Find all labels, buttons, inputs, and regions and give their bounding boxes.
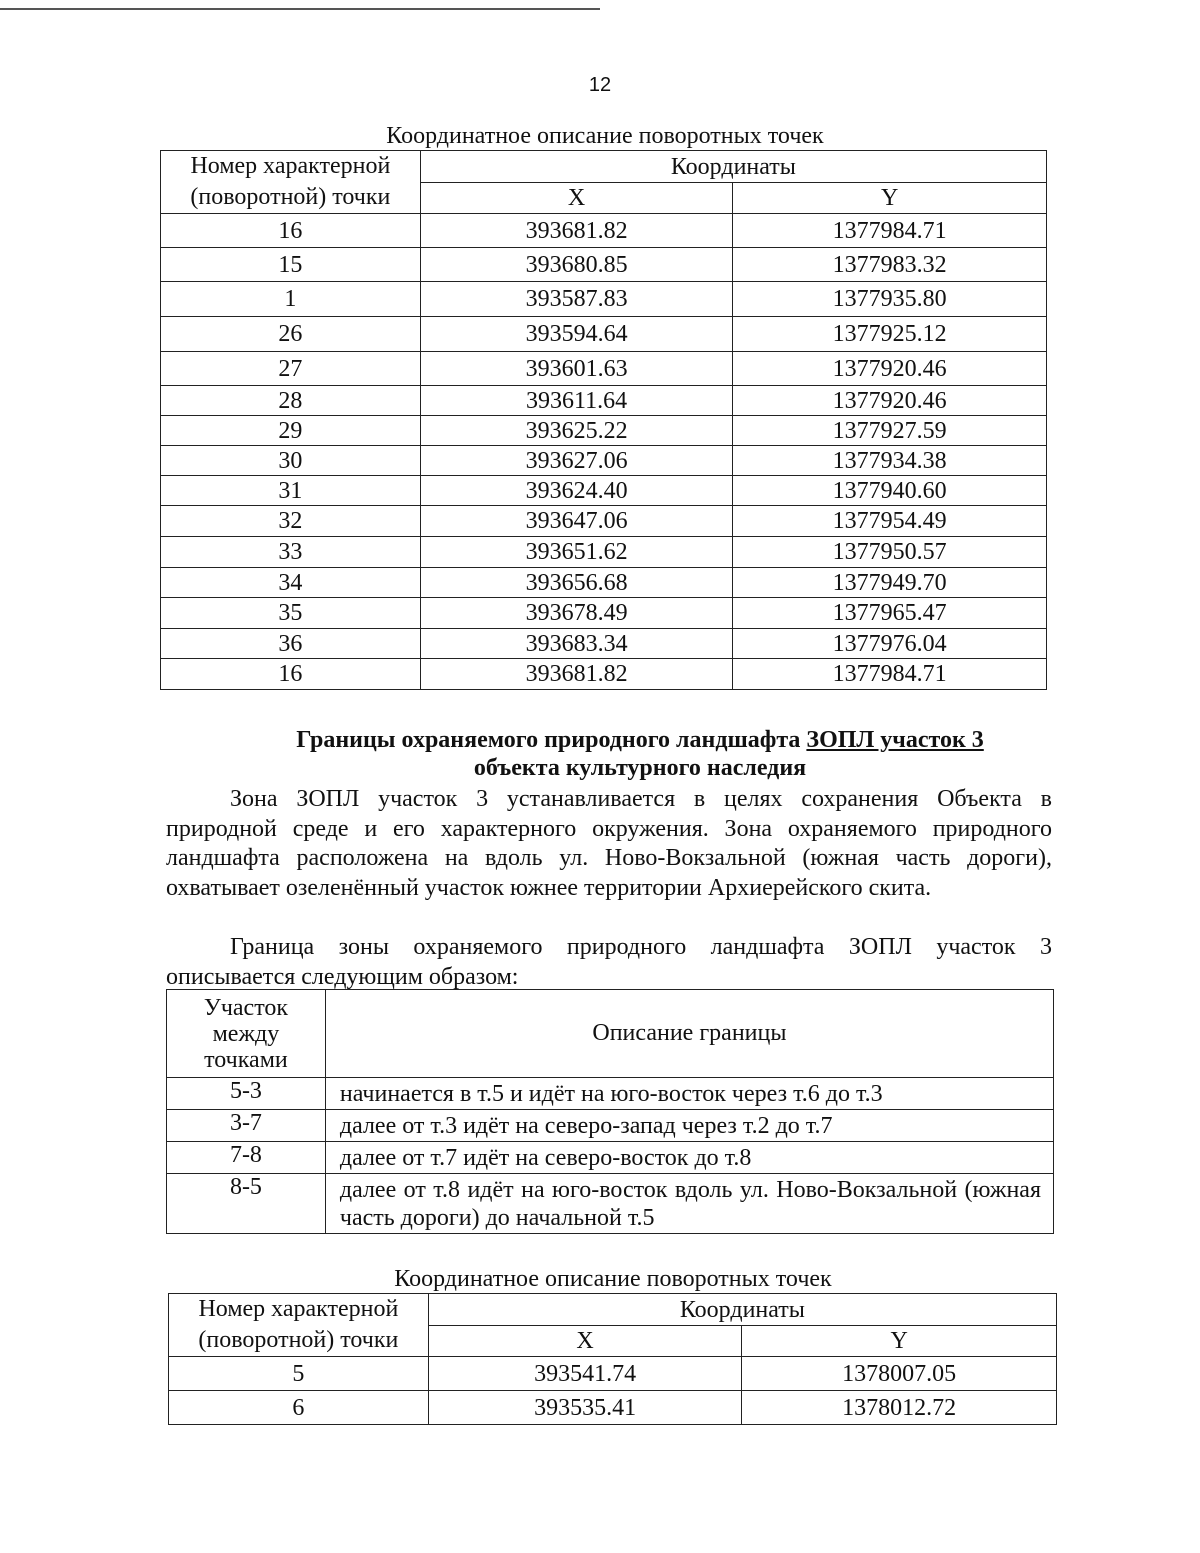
table-row: [161, 629, 1047, 659]
point-number-header-line2: (поворотной) точки: [190, 184, 391, 210]
point-cell: 6: [169, 1391, 429, 1425]
point-number-header-line1: Номер характерной: [198, 1296, 399, 1322]
x-cell: 393647.06: [420, 506, 733, 537]
description-cell: далее от т.8 идёт на юго-восток вдоль ул. Ново-Вокзальной (южная часть дороги) до начальной т.5: [325, 1174, 1053, 1234]
x-cell: 393681.82: [420, 659, 733, 690]
point-cell: 26: [161, 317, 421, 352]
x-header: X: [428, 1326, 742, 1357]
segment-header-line3: точками: [204, 1046, 288, 1073]
y-cell: 1377949.70: [733, 568, 1047, 598]
page-number: 12: [588, 74, 612, 96]
table3-caption: Координатное описание поворотных точек: [394, 1266, 832, 1292]
segment-header-line1: Участок: [203, 994, 289, 1021]
x-cell: 393611.64: [420, 386, 733, 416]
y-cell: 1377983.32: [733, 248, 1047, 282]
segment-cell: 7-8: [167, 1142, 326, 1174]
x-cell: 393678.49: [420, 598, 733, 629]
x-cell: 393683.34: [420, 629, 733, 659]
y-cell: 1377984.71: [733, 214, 1047, 248]
table-row: [161, 537, 1047, 568]
x-cell: 393651.62: [420, 537, 733, 568]
point-cell: 1: [161, 282, 421, 317]
table-row: [161, 248, 1047, 282]
paragraph-zone-description: Зона ЗОПЛ участок 3 устанавливается в целях сохранения Объекта в природной среде и его характерного окружения. Зона охраняемого природного ландшафта расположена на вдоль ул. Ново-Вокзальной (южная часть дороги), охватывает озеленённый участок южнее территории Архиерейского скита.: [166, 786, 1052, 901]
table-row: [161, 506, 1047, 537]
y-cell: 1377920.46: [733, 352, 1047, 386]
description-cell: далее от т.3 идёт на северо-запад через т.2 до т.7: [325, 1110, 1053, 1142]
point-cell: 32: [161, 506, 421, 537]
y-cell: 1377940.60: [733, 476, 1047, 506]
point-cell: 36: [161, 629, 421, 659]
point-cell: 29: [161, 416, 421, 446]
table-row: [161, 282, 1047, 317]
point-cell: 30: [161, 446, 421, 476]
table-row: [169, 1391, 1057, 1425]
y-cell: 1377976.04: [733, 629, 1047, 659]
x-cell: 393601.63: [420, 352, 733, 386]
table-row: [161, 659, 1047, 690]
point-cell: 27: [161, 352, 421, 386]
y-cell: 1377927.59: [733, 416, 1047, 446]
y-cell: 1377950.57: [733, 537, 1047, 568]
y-cell: 1377954.49: [733, 506, 1047, 537]
segment-cell: 3-7: [167, 1110, 326, 1142]
table-row: [161, 476, 1047, 506]
table-row: [161, 352, 1047, 386]
coordinates-table-1: [160, 150, 1047, 690]
table-row: [161, 386, 1047, 416]
y-cell: 1378007.05: [742, 1357, 1057, 1391]
heading-text: Границы охраняемого природного ландшафта: [296, 727, 807, 753]
x-cell: 393535.41: [428, 1391, 742, 1425]
coordinates-header: Координаты: [420, 151, 1046, 183]
table-row: [161, 568, 1047, 598]
y-cell: 1377965.47: [733, 598, 1047, 629]
point-number-header: [161, 151, 421, 214]
y-header: Y: [742, 1326, 1057, 1357]
point-cell: 33: [161, 537, 421, 568]
table-row: [161, 416, 1047, 446]
description-cell: начинается в т.5 и идёт на юго-восток через т.6 до т.3: [325, 1078, 1053, 1110]
x-cell: 393627.06: [420, 446, 733, 476]
section-heading: [160, 726, 1120, 782]
x-cell: 393625.22: [420, 416, 733, 446]
table-row: [167, 1174, 1054, 1234]
point-number-header-line1: Номер характерной: [190, 153, 391, 179]
table-row: [167, 1142, 1054, 1174]
segment-header: [167, 990, 326, 1078]
table1-caption: Координатное описание поворотных точек: [386, 123, 824, 149]
table-row: [161, 446, 1047, 476]
heading-zone-name: ЗОПЛ участок 3: [806, 727, 984, 753]
segment-cell: 8-5: [167, 1174, 326, 1234]
x-cell: 393681.82: [420, 214, 733, 248]
x-header: X: [420, 183, 733, 214]
segment-header-line2: между: [212, 1020, 280, 1047]
paragraph-boundary-intro: Граница зоны охраняемого природного ландшафта ЗОПЛ участок 3 описывается следующим образом:: [166, 934, 1052, 990]
point-cell: 34: [161, 568, 421, 598]
point-number-header-line2: (поворотной) точки: [198, 1327, 399, 1353]
heading-line2: объекта культурного наследия: [473, 755, 807, 781]
point-cell: 28: [161, 386, 421, 416]
table-row: [161, 214, 1047, 248]
point-cell: 5: [169, 1357, 429, 1391]
x-cell: 393656.68: [420, 568, 733, 598]
y-cell: 1377935.80: [733, 282, 1047, 317]
boundary-description-table: [166, 989, 1054, 1234]
y-cell: 1377984.71: [733, 659, 1047, 690]
y-cell: 1377934.38: [733, 446, 1047, 476]
description-cell: далее от т.7 идёт на северо-восток до т.8: [325, 1142, 1053, 1174]
point-cell: 16: [161, 659, 421, 690]
coordinates-table-2: [168, 1293, 1057, 1425]
point-cell: 16: [161, 214, 421, 248]
table-row: [167, 1110, 1054, 1142]
point-cell: 31: [161, 476, 421, 506]
coordinates-header: Координаты: [428, 1294, 1056, 1326]
x-cell: 393594.64: [420, 317, 733, 352]
x-cell: 393624.40: [420, 476, 733, 506]
y-header: Y: [733, 183, 1047, 214]
table-row: [161, 317, 1047, 352]
x-cell: 393680.85: [420, 248, 733, 282]
y-cell: 1378012.72: [742, 1391, 1057, 1425]
scan-edge-line: [0, 8, 600, 10]
point-cell: 15: [161, 248, 421, 282]
table-row: [161, 598, 1047, 629]
y-cell: 1377925.12: [733, 317, 1047, 352]
point-number-header: [169, 1294, 429, 1357]
x-cell: 393587.83: [420, 282, 733, 317]
x-cell: 393541.74: [428, 1357, 742, 1391]
segment-cell: 5-3: [167, 1078, 326, 1110]
point-cell: 35: [161, 598, 421, 629]
y-cell: 1377920.46: [733, 386, 1047, 416]
table-row: [167, 1078, 1054, 1110]
table-row: [169, 1357, 1057, 1391]
description-header: Описание границы: [325, 990, 1053, 1078]
